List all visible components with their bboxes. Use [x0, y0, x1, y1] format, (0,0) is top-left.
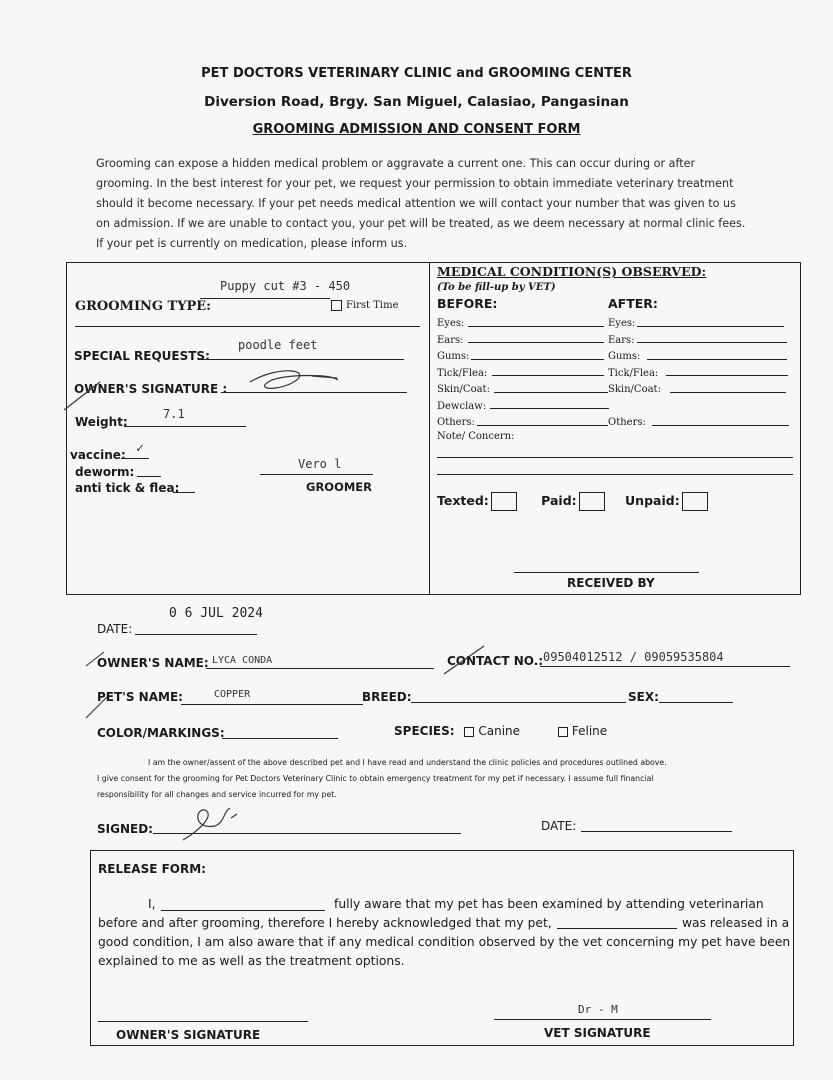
before-item-ears: Ears: — [437, 334, 464, 346]
vaccine-field[interactable] — [121, 458, 149, 459]
sex-label: SEX: — [628, 690, 659, 704]
signed-label: SIGNED: — [97, 822, 153, 836]
anti-tick-flea-label: anti tick & flea: — [75, 481, 180, 495]
grooming-type-label: GROOMING TYPE: — [75, 299, 211, 314]
after-item-others: Others: — [608, 417, 646, 428]
after-tick-flea-field[interactable] — [666, 375, 788, 376]
before-skin-coat-field[interactable] — [494, 392, 608, 393]
breed-label: BREED: — [362, 690, 412, 704]
intro-line: grooming. In the best interest for your pet, we request your permission to obtain immediate veterinary treatment — [96, 177, 734, 190]
owner-signature-scribble — [60, 352, 350, 412]
contact-field[interactable] — [540, 666, 790, 667]
release-pet-name-field[interactable] — [557, 928, 677, 929]
before-ears-field[interactable] — [468, 342, 604, 343]
release-i-label: I, — [148, 897, 156, 911]
date-field[interactable] — [135, 634, 257, 635]
consent-date-field[interactable] — [581, 831, 732, 832]
color-markings-label: COLOR/MARKINGS: — [97, 726, 225, 740]
groomer-field[interactable] — [260, 474, 373, 475]
medical-conditions-subtitle: (To be fill-up by VET) — [437, 282, 556, 293]
signed-signature-scribble — [175, 800, 265, 845]
after-ears-field[interactable] — [637, 342, 787, 343]
note-line-2[interactable] — [437, 474, 793, 475]
before-eyes-field[interactable] — [468, 326, 604, 327]
paid-label: Paid: — [541, 493, 577, 508]
pet-name-field[interactable] — [181, 704, 363, 705]
after-others-field[interactable] — [652, 425, 789, 426]
consent-line-1: I am the owner/assent of the above described pet and I have read and understand the clinic policies and procedures outlined above. — [148, 758, 667, 767]
after-item-eyes: Eyes: — [608, 318, 636, 329]
species-label: SPECIES: — [394, 724, 455, 738]
owner-name-label: OWNER'S NAME: — [97, 656, 209, 670]
pet-name-label: PET'S NAME: — [97, 690, 183, 704]
first-time-option[interactable] — [331, 300, 399, 311]
release-owner-name-field[interactable] — [161, 910, 325, 911]
deworm-label: deworm: — [75, 465, 135, 479]
before-others-field[interactable] — [477, 425, 608, 426]
special-requests-label: SPECIAL REQUESTS: — [74, 349, 210, 363]
note-line-1[interactable] — [437, 457, 793, 458]
after-list — [608, 316, 661, 432]
consent-date-label: DATE: — [541, 819, 577, 833]
weight-field[interactable] — [124, 426, 246, 427]
release-vet-signature-label: VET SIGNATURE — [544, 1026, 651, 1040]
anti-tick-flea-field[interactable] — [173, 492, 195, 493]
owner-signature-label: OWNER'S SIGNATURE : — [74, 382, 228, 396]
intro-line: should it become necessary. If your pet needs medical attention we will contact your number that was given to us — [96, 197, 736, 210]
vaccine-check: ✓ — [136, 441, 144, 456]
grooming-type-extra-line — [75, 326, 420, 327]
before-item-dewclaw: Dewclaw: — [437, 400, 487, 412]
intro-paragraph — [96, 154, 746, 254]
before-dewclaw-field[interactable] — [490, 408, 609, 409]
unpaid-label: Unpaid: — [625, 493, 680, 508]
before-gums-field[interactable] — [471, 359, 604, 360]
unpaid-checkbox[interactable] — [682, 492, 708, 511]
received-by-field[interactable] — [514, 572, 699, 573]
before-item-skin-coat: Skin/Coat: — [437, 384, 490, 395]
intro-line: on admission. If we are unable to contact you, your pet will be treated, as we deem necessary at normal clinic fees. — [96, 217, 746, 230]
special-requests-value: poodle feet — [238, 338, 318, 352]
before-tick-flea-field[interactable] — [492, 375, 604, 376]
before-item-others: Others: — [437, 417, 475, 428]
deworm-field[interactable] — [137, 476, 161, 477]
clinic-address: Diversion Road, Brgy. San Miguel, Calasiao, Pangasinan — [204, 94, 629, 110]
after-item-gums: Gums: — [608, 351, 641, 362]
vaccine-label: vaccine: — [70, 448, 126, 462]
after-label: AFTER: — [608, 296, 658, 311]
date-label: DATE: — [97, 622, 133, 636]
feline-label: Feline — [571, 724, 608, 738]
consent-line-3: responsibility for all changes and service incurred for my pet. — [97, 790, 337, 799]
before-list — [437, 316, 490, 432]
groomer-name-value: Vero l — [298, 457, 342, 471]
canine-checkbox[interactable] — [464, 727, 474, 737]
after-skin-coat-field[interactable] — [670, 392, 786, 393]
weight-value: 7.1 — [163, 407, 185, 421]
after-eyes-field[interactable] — [637, 326, 784, 327]
clinic-name: PET DOCTORS VETERINARY CLINIC and GROOMING CENTER — [201, 66, 632, 81]
release-line-2-a: before and after grooming, therefore I hereby acknowledged that my pet, — [98, 916, 552, 930]
contact-label: CONTACT NO.: — [447, 654, 544, 668]
before-item-eyes: Eyes: — [437, 318, 465, 329]
release-line-2-b: was released in a — [682, 916, 790, 930]
intro-line: If your pet is currently on medication, please inform us. — [96, 237, 408, 250]
release-line-1: fully aware that my pet has been examined by attending veterinarian — [334, 897, 764, 911]
after-item-tick-flea: Tick/Flea: — [608, 367, 659, 379]
pet-name-value: COPPER — [214, 689, 251, 700]
payment-status-row — [437, 492, 708, 511]
first-time-checkbox[interactable] — [331, 300, 342, 311]
sex-field[interactable] — [659, 702, 733, 703]
release-line-4: explained to me as well as the treatment options. — [98, 954, 405, 968]
feline-checkbox[interactable] — [558, 727, 568, 737]
after-item-skin-coat: Skin/Coat: — [608, 384, 661, 395]
release-line-3: good condition, I am also aware that if any medical condition observed by the vet concerning my pet have been — [98, 935, 791, 949]
intro-line: Grooming can expose a hidden medical problem or aggravate a current one. This can occur during or after — [96, 157, 696, 170]
grooming-type-field[interactable] — [200, 298, 330, 299]
column-divider — [429, 262, 430, 595]
vet-initials-value: Dr - M — [578, 1003, 618, 1016]
texted-checkbox[interactable] — [491, 492, 517, 511]
consent-line-2: I give consent for the grooming for Pet Doctors Veterinary Clinic to obtain emergency treatment for my pet if necessary. I assume full financial — [97, 774, 654, 783]
before-item-tick-flea: Tick/Flea: — [437, 367, 488, 379]
owner-name-value: LYCA CONDA — [212, 655, 273, 666]
note-concern-label: Note/ Concern: — [437, 431, 515, 442]
grooming-type-value: Puppy cut #3 - 450 — [220, 279, 351, 293]
release-form-title: RELEASE FORM: — [98, 862, 206, 876]
release-owner-signature-field[interactable] — [98, 1021, 308, 1022]
breed-field[interactable] — [411, 702, 626, 703]
paid-checkbox[interactable] — [579, 492, 605, 511]
received-by-label: RECEIVED BY — [567, 576, 655, 590]
after-item-ears: Ears: — [608, 334, 635, 346]
after-gums-field[interactable] — [647, 359, 787, 360]
release-vet-signature-field[interactable] — [494, 1019, 711, 1020]
canine-label: Canine — [478, 724, 521, 738]
contact-value: 09504012512 / 09059535804 — [543, 650, 724, 664]
groomer-label: GROOMER — [306, 480, 373, 494]
texted-label: Texted: — [437, 493, 489, 508]
first-time-label: First Time — [346, 300, 399, 311]
release-owner-signature-label: OWNER'S SIGNATURE — [116, 1028, 261, 1042]
species-row — [394, 724, 607, 738]
medical-conditions-title: MEDICAL CONDITION(S) OBSERVED: — [437, 264, 707, 279]
color-markings-field[interactable] — [222, 738, 338, 739]
before-label: BEFORE: — [437, 296, 498, 311]
weight-label: Weight: — [75, 415, 128, 429]
before-item-gums: Gums: — [437, 351, 470, 362]
date-stamp-value: 0 6 JUL 2024 — [169, 606, 263, 621]
form-title: GROOMING ADMISSION AND CONSENT FORM — [252, 122, 581, 137]
form-tick-marks — [84, 644, 554, 720]
